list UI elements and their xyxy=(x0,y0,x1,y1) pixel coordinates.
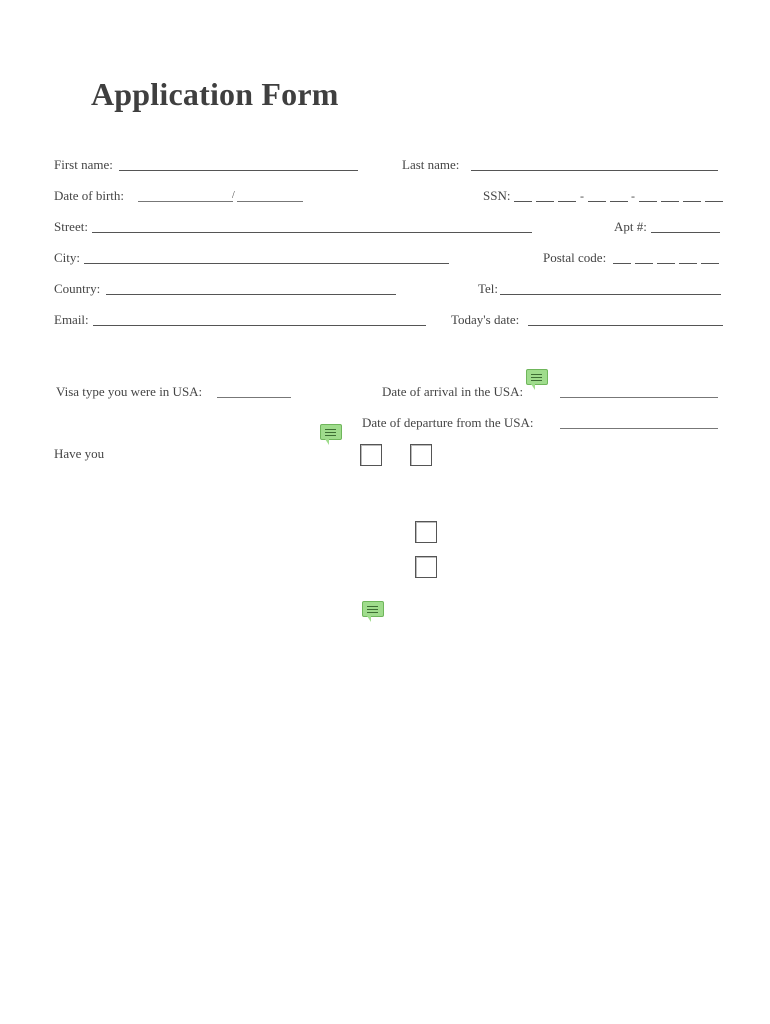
comment-note-icon[interactable] xyxy=(362,601,384,617)
dob-month-day-field[interactable] xyxy=(138,201,233,202)
comment-note-icon[interactable] xyxy=(320,424,342,440)
have-you-yes-checkbox[interactable] xyxy=(360,444,382,466)
date-of-departure-field[interactable] xyxy=(560,428,718,429)
tel-label: Tel: xyxy=(478,281,499,296)
apt-label: Apt #: xyxy=(614,219,647,234)
visa-type-label: Visa type you were in USA: xyxy=(56,384,203,399)
ssn-digit-9[interactable] xyxy=(705,201,723,202)
postal-digit-3[interactable] xyxy=(657,263,675,264)
ssn-digit-5[interactable] xyxy=(610,201,628,202)
postal-digit-1[interactable] xyxy=(613,263,631,264)
postal-digit-4[interactable] xyxy=(679,263,697,264)
street-label: Street: xyxy=(54,219,88,234)
date-of-arrival-label: Date of arrival in the USA: xyxy=(382,384,524,399)
have-you-no-checkbox[interactable] xyxy=(410,444,432,466)
ssn-digit-1[interactable] xyxy=(514,201,532,202)
dob-year-field[interactable] xyxy=(237,201,303,202)
apt-field[interactable] xyxy=(651,232,720,233)
ssn-digit-6[interactable] xyxy=(639,201,657,202)
option-checkbox-1[interactable] xyxy=(415,521,437,543)
ssn-digit-8[interactable] xyxy=(683,201,701,202)
date-of-departure-label: Date of departure from the USA: xyxy=(362,415,534,430)
date-of-arrival-field[interactable] xyxy=(560,397,718,398)
comment-note-icon[interactable] xyxy=(526,369,548,385)
page-title: Application Form xyxy=(91,76,339,112)
first-name-label: First name: xyxy=(54,157,113,172)
ssn-digit-2[interactable] xyxy=(536,201,554,202)
ssn-label: SSN: xyxy=(483,188,511,203)
city-field[interactable] xyxy=(84,263,449,264)
country-field[interactable] xyxy=(106,294,396,295)
country-label: Country: xyxy=(54,281,101,296)
ssn-digit-3[interactable] xyxy=(558,201,576,202)
last-name-label: Last name: xyxy=(402,157,460,172)
todays-date-field[interactable] xyxy=(528,325,723,326)
last-name-field[interactable] xyxy=(471,170,718,171)
ssn-separator-2: - xyxy=(631,189,635,203)
ssn-digit-7[interactable] xyxy=(661,201,679,202)
ssn-digit-4[interactable] xyxy=(588,201,606,202)
option-checkbox-2[interactable] xyxy=(415,556,437,578)
email-field[interactable] xyxy=(93,325,426,326)
first-name-field[interactable] xyxy=(119,170,358,171)
city-label: City: xyxy=(54,250,81,265)
postal-code-label: Postal code: xyxy=(543,250,607,265)
email-label: Email: xyxy=(54,312,89,327)
visa-type-field[interactable] xyxy=(217,397,291,398)
have-you-label: Have you xyxy=(54,446,105,461)
street-field[interactable] xyxy=(92,232,532,233)
postal-digit-2[interactable] xyxy=(635,263,653,264)
date-of-birth-label: Date of birth: xyxy=(54,188,125,203)
dob-separator: / xyxy=(232,190,235,201)
ssn-separator-1: - xyxy=(580,189,584,203)
todays-date-label: Today's date: xyxy=(451,312,520,327)
tel-field[interactable] xyxy=(500,294,721,295)
postal-digit-5[interactable] xyxy=(701,263,719,264)
